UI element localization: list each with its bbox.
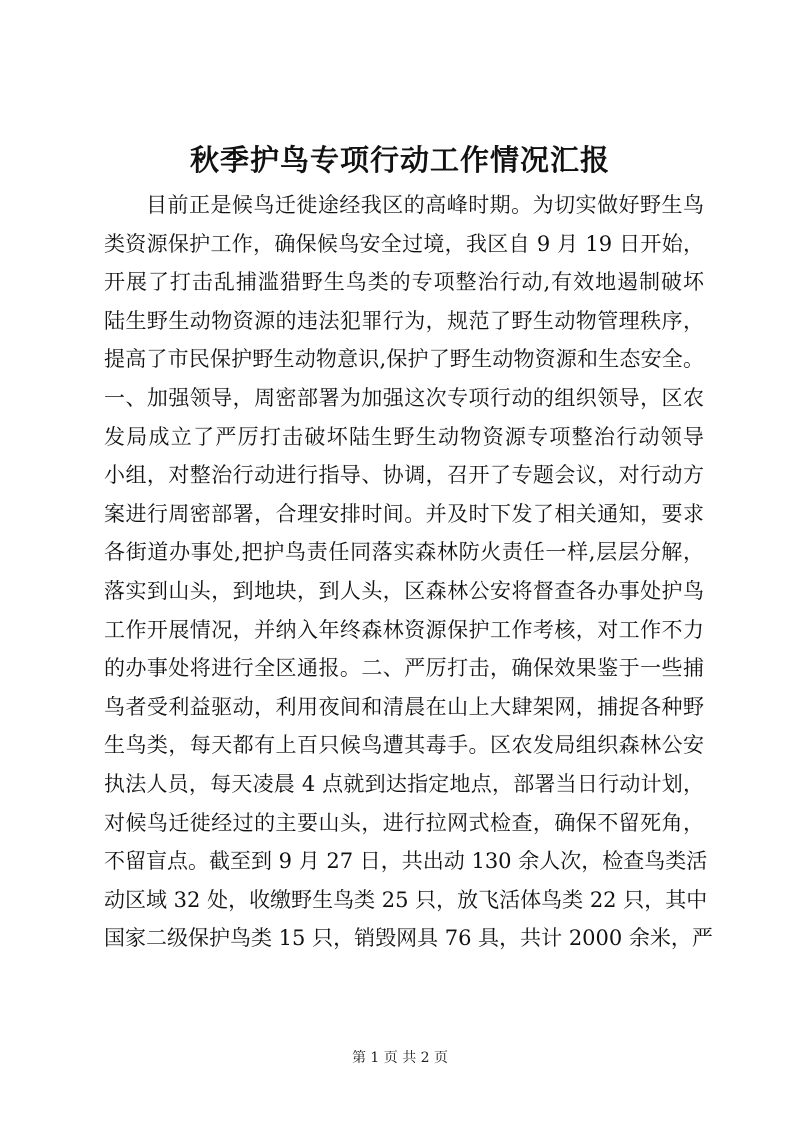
body-line: 一、加强领导，周密部署为加强这次专项行动的组织领导，区农 (104, 385, 704, 410)
body-line: 落实到山头，到地块，到人头，区森林公安将督查各办事处护鸟 (104, 578, 704, 603)
body-line: 不留盲点。截至到 9 月 27 日，共出动 130 余人次，检查鸟类活 (104, 849, 708, 874)
body-line: 的办事处将进行全区通报。二、严厉打击，确保效果鉴于一些捕 (104, 656, 704, 681)
body-line: 执法人员，每天凌晨 4 点就到达指定地点，部署当日行动计划， (104, 771, 704, 796)
page-indicator: 第 1 页 共 2 页 (351, 1050, 449, 1066)
document-title: 秋季护鸟专项行动工作情况汇报 (189, 143, 610, 177)
page-footer (0, 1048, 800, 1068)
document-body (104, 186, 713, 958)
body-line: 各街道办事处,把护鸟责任同落实森林防火责任一样,层层分解， (104, 540, 704, 565)
body-line: 小组，对整治行动进行指导、协调，召开了专题会议，对行动方 (104, 463, 704, 488)
body-line: 对候鸟迁徙经过的主要山头，进行拉网式检查，确保不留死角， (104, 810, 704, 835)
body-line: 陆生野生动物资源的违法犯罪行为，规范了野生动物管理秩序， (104, 308, 704, 333)
body-line: 鸟者受利益驱动，利用夜间和清晨在山上大肆架网，捕捉各种野 (104, 694, 704, 719)
body-line: 案进行周密部署，合理安排时间。并及时下发了相关通知，要求 (104, 501, 704, 526)
body-line: 国家二级保护鸟类 15 只，销毁网具 76 具，共计 2000 余米，严 (104, 926, 713, 951)
body-line: 工作开展情况，并纳入年终森林资源保护工作考核，对工作不力 (104, 617, 704, 642)
body-line: 提高了市民保护野生动物意识,保护了野生动物资源和生态安全。 (104, 347, 704, 372)
body-line: 类资源保护工作，确保候鸟安全过境，我区自 9 月 19 日开始， (104, 231, 704, 256)
body-line: 发局成立了严厉打击破坏陆生野生动物资源专项整治行动领导 (104, 424, 704, 449)
body-line: 目前正是候鸟迁徙途经我区的高峰时期。为切实做好野生鸟 (146, 193, 704, 217)
body-line: 生鸟类，每天都有上百只候鸟遭其毒手。区农发局组织森林公安 (104, 733, 704, 758)
body-line: 开展了打击乱捕滥猎野生鸟类的专项整治行动,有效地遏制破坏 (104, 270, 704, 295)
body-line: 动区域 32 处，收缴野生鸟类 25 只，放飞活体鸟类 22 只，其中 (104, 887, 708, 912)
